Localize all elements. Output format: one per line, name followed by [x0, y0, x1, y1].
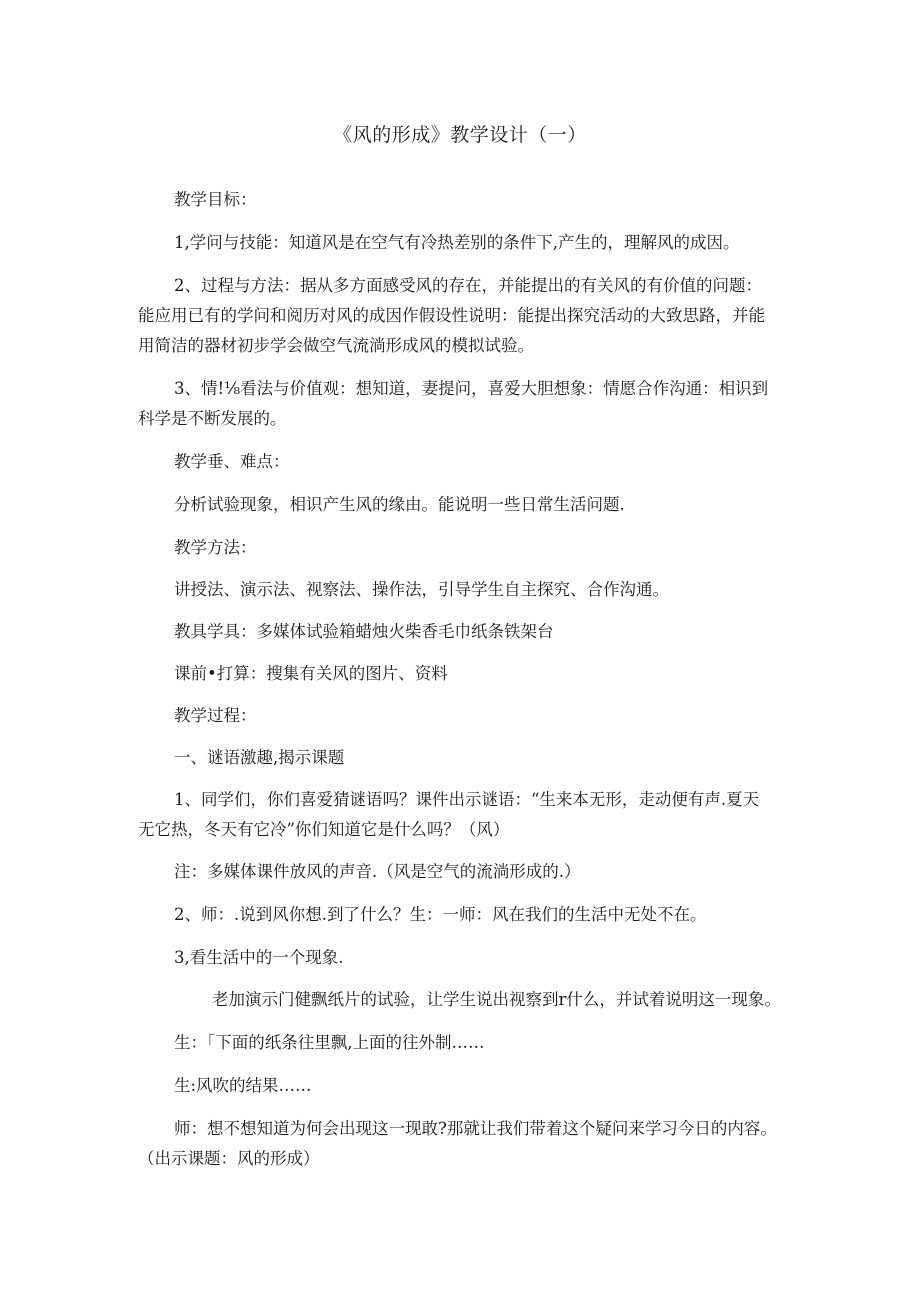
objective-2: 2、过程与方法：据从多方面感受风的存在，并能提出的有关风的有价值的问题： [174, 276, 762, 295]
student-answer-2: 生:风吹的结果…… [174, 1076, 312, 1095]
objective-2-cont-2: 用简洁的器材初步学会做空气流淌形成风的模拟试验。 [138, 336, 534, 355]
methods-heading: 教学方法： [174, 538, 257, 557]
step-1-cont: 无它热，冬天有它冷”你们知道它是什么吗？（风） [138, 820, 510, 839]
process-heading: 教学过程： [174, 706, 257, 725]
topic-reveal: （出示课题：风的形成） [138, 1149, 320, 1168]
key-points-text: 分析试验现象，相识产生风的缘由。能说明一些日常生活问题. [174, 495, 625, 514]
methods-text: 讲授法、演示法、视察法、操作法，引导学生自主探究、合作沟通。 [174, 580, 669, 599]
step-3: 3,看生活中的一个现象. [174, 948, 344, 967]
materials-text: 教具学具：多媒体试验箱蜡烛火柴香毛巾纸条铁架台 [174, 622, 554, 641]
objective-2-cont-1: 能应用已有的学问和阅历对风的成因作假设性说明：能提出探究活动的大致思路，并能 [138, 306, 765, 325]
key-points-heading: 教学垂、难点： [174, 452, 290, 471]
preparation-text: 课前•打算：搜集有关风的图片、资料 [174, 664, 448, 683]
step-1: 1、同学们，你们喜爱猜谜语吗？课件出示谜语：“生来本无形，走动便有声.夏天 [174, 790, 760, 809]
objective-3-cont: 科学是不断发展的。 [138, 409, 287, 428]
student-answer-1: 生：「下面的纸条往里飘,上面的往外制…… [174, 1033, 485, 1052]
document-title: 《风的形成》教学设计（一） [333, 124, 587, 146]
objectives-heading: 教学目标： [174, 190, 257, 209]
step-2: 2、师：.说到风你想.到了什么？生：一师：风在我们的生活中无处不在。 [174, 905, 707, 924]
teacher-demo-text: 老加演示门健飘纸片的试验，让学生说出视察到r什么，并试着说明这一现象。 [212, 990, 781, 1009]
objective-3: 3、情!⅛看法与价值观：想知道，妻提问，喜爱大胆想象：情愿合作沟通：相识到 [174, 379, 769, 398]
note-text: 注：多媒体课件放风的声音.（风是空气的流淌形成的.） [174, 862, 581, 881]
section-1-heading: 一、谜语激趣,揭示课题 [174, 748, 345, 767]
teacher-question: 师：想不想知道为何会出现这一现敢?那就让我们带着这个疑问来学习今日的内容。 [174, 1119, 777, 1138]
objective-1: 1,学问与技能：知道风是在空气有冷热差别的条件下,产生的，理解风的成因。 [174, 233, 740, 252]
